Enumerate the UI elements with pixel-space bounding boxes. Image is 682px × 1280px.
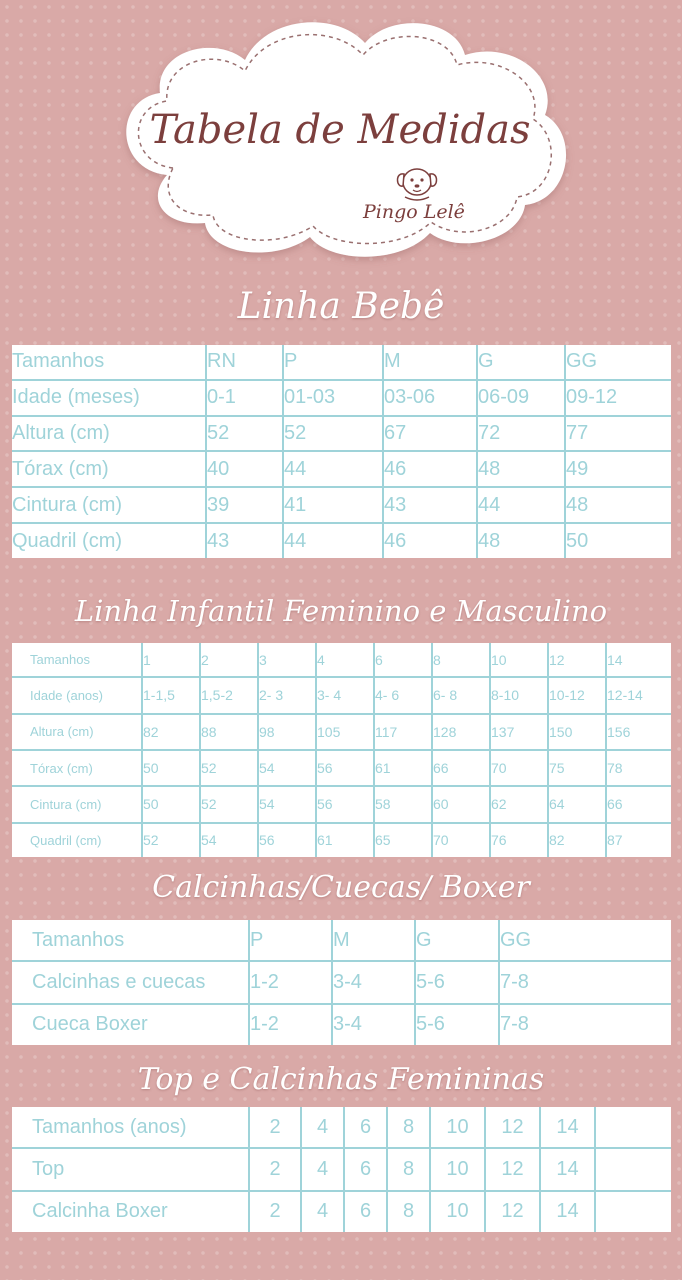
- section-title-calcinhas-cuecas: Calcinhas/Cuecas/ Boxer: [152, 870, 530, 905]
- table-cell: 54: [200, 823, 258, 857]
- row-label-cell: Quadril (cm): [12, 823, 142, 857]
- table-cell: 8-10: [490, 677, 548, 713]
- table-cell: GG: [565, 345, 671, 380]
- table-cell: 40: [206, 451, 283, 487]
- table-cell: 82: [142, 714, 200, 750]
- table-cell: GG: [499, 920, 671, 961]
- table-cell: 52: [200, 786, 258, 822]
- table-cell: 82: [548, 823, 606, 857]
- table-cell: 46: [383, 523, 477, 558]
- brand-name: Pingo Lelê: [363, 201, 465, 223]
- table-cell: 58: [374, 786, 432, 822]
- table-cell: 4: [301, 1107, 344, 1148]
- table-row: [12, 750, 671, 786]
- table-cell: 62: [490, 786, 548, 822]
- table-row: [12, 416, 671, 452]
- table-cell: 65: [374, 823, 432, 857]
- table-header-row: [12, 643, 671, 677]
- table-row: [12, 487, 671, 523]
- table-cell: 4: [316, 643, 374, 677]
- table-linha-bebe: [12, 345, 671, 558]
- table-cell: [595, 1148, 671, 1191]
- table-cell: 156: [606, 714, 671, 750]
- table-cell: 75: [548, 750, 606, 786]
- table-cell: 52: [200, 750, 258, 786]
- table-cell: 5-6: [415, 1004, 499, 1045]
- table-cell: 6: [374, 643, 432, 677]
- table-cell: 76: [490, 823, 548, 857]
- table-cell: 3-4: [332, 1004, 415, 1045]
- table-cell: 52: [206, 416, 283, 452]
- table-cell: 56: [258, 823, 316, 857]
- row-label-cell: Tamanhos: [12, 345, 206, 380]
- table-cell: 7-8: [499, 961, 671, 1004]
- table-header-row: [12, 920, 671, 961]
- table-cell: 44: [283, 451, 383, 487]
- table-cell: 2: [249, 1191, 301, 1232]
- table-cell: 77: [565, 416, 671, 452]
- table-calcinhas-cuecas: [12, 920, 671, 1045]
- table-cell: 87: [607, 832, 623, 849]
- table-cell: 4- 6: [374, 677, 432, 713]
- table-cell: 8: [387, 1191, 430, 1232]
- table-cell: 78: [606, 750, 671, 786]
- table-cell: P: [249, 920, 332, 961]
- row-label-cell: Altura (cm): [12, 416, 206, 452]
- table-cell: 137: [490, 714, 548, 750]
- table-row: [12, 714, 671, 750]
- table-cell: 44: [283, 523, 383, 558]
- table-cell: 50: [142, 786, 200, 822]
- table-cell: 6: [344, 1148, 387, 1191]
- table-cell: 4: [301, 1148, 344, 1191]
- row-label-cell: Cueca Boxer: [12, 1004, 249, 1045]
- row-label-cell: Calcinhas e cuecas: [12, 961, 249, 1004]
- table-cell: 09-12: [565, 380, 671, 416]
- table-cell: 61: [374, 750, 432, 786]
- table-cell: 50: [566, 529, 589, 552]
- row-label-cell: Cintura (cm): [12, 487, 206, 523]
- table-cell: G: [477, 345, 565, 380]
- header-cloud: [105, 5, 575, 270]
- table-cell: 48: [477, 451, 565, 487]
- row-label-cell: Tórax (cm): [12, 750, 142, 786]
- row-label-cell: Top: [12, 1148, 249, 1191]
- table-cell: 01-03: [283, 380, 383, 416]
- table-cell: 44: [477, 487, 565, 523]
- table-cell: 1-2: [249, 1004, 332, 1045]
- table-cell: 5-6: [415, 961, 499, 1004]
- table-cell: 39: [206, 487, 283, 523]
- table-cell: 67: [383, 416, 477, 452]
- table-cell: 3-4: [332, 961, 415, 1004]
- table-cell: 12-14: [606, 677, 671, 713]
- table-cell: 3: [258, 643, 316, 677]
- table-row: [12, 677, 671, 713]
- table-cell: 2- 3: [258, 677, 316, 713]
- table-cell: 1,5-2: [200, 677, 258, 713]
- row-label-cell: Tamanhos: [12, 643, 142, 677]
- table-cell: 10: [490, 643, 548, 677]
- table-cell: 6: [344, 1191, 387, 1232]
- table-row: [12, 523, 671, 558]
- table-cell: 10-12: [548, 677, 606, 713]
- table-cell: 50: [142, 750, 200, 786]
- table-cell: 2: [249, 1148, 301, 1191]
- table-row: [12, 451, 671, 487]
- page-title: Tabela de Medidas: [149, 107, 531, 153]
- table-row: [12, 1148, 671, 1191]
- table-cell: 14: [606, 643, 671, 677]
- table-cell: 6- 8: [432, 677, 490, 713]
- table-cell: 48: [565, 487, 671, 523]
- table-cell: 43: [206, 523, 283, 558]
- table-cell: 7-8: [500, 1013, 529, 1036]
- table-cell: 12: [485, 1191, 540, 1232]
- table-cell: 98: [258, 714, 316, 750]
- table-cell: 43: [383, 487, 477, 523]
- table-header-row: [12, 345, 671, 380]
- table-cell: 105: [316, 714, 374, 750]
- table-cell: 2: [200, 643, 258, 677]
- table-cell: 70: [432, 823, 490, 857]
- table-cell: 14: [540, 1107, 595, 1148]
- row-label-cell: Quadril (cm): [12, 523, 206, 558]
- table-cell: 66: [606, 786, 671, 822]
- table-cell: 10: [430, 1107, 485, 1148]
- table-cell: 60: [432, 786, 490, 822]
- table-cell: 70: [490, 750, 548, 786]
- table-row: [12, 823, 671, 857]
- table-cell: [595, 1191, 671, 1232]
- table-cell: 10: [430, 1148, 485, 1191]
- table-cell: 2: [249, 1107, 301, 1148]
- table-cell: 41: [283, 487, 383, 523]
- table-cell: 88: [200, 714, 258, 750]
- table-cell: 66: [432, 750, 490, 786]
- row-label-cell: Tamanhos: [12, 920, 249, 961]
- table-cell: 54: [258, 786, 316, 822]
- row-label-cell: Idade (meses): [12, 380, 206, 416]
- table-cell: 117: [374, 714, 432, 750]
- table-cell: 128: [432, 714, 490, 750]
- table-cell: 52: [142, 823, 200, 857]
- table-cell: 10: [430, 1191, 485, 1232]
- table-cell: 1-1,5: [142, 677, 200, 713]
- table-cell: M: [383, 345, 477, 380]
- table-cell: 56: [316, 786, 374, 822]
- table-header-row: [12, 1107, 671, 1148]
- section-title-linha-infantil: Linha Infantil Feminino e Masculino: [74, 594, 608, 628]
- table-cell: 12: [485, 1107, 540, 1148]
- table-cell: 49: [565, 451, 671, 487]
- table-cell: M: [332, 920, 415, 961]
- table-cell: 8: [387, 1107, 430, 1148]
- table-row: [12, 380, 671, 416]
- row-label-cell: Idade (anos): [12, 677, 142, 713]
- table-cell: 03-06: [383, 380, 477, 416]
- section-title-linha-bebe: Linha Bebê: [237, 286, 445, 327]
- table-cell: 0-1: [206, 380, 283, 416]
- table-cell: 14: [540, 1191, 595, 1232]
- table-cell: 1-2: [249, 961, 332, 1004]
- table-row: [12, 1004, 671, 1045]
- table-cell: RN: [206, 345, 283, 380]
- table-cell: 46: [383, 451, 477, 487]
- table-cell: 52: [283, 416, 383, 452]
- table-cell: 54: [258, 750, 316, 786]
- table-cell: P: [283, 345, 383, 380]
- row-label-cell: Cintura (cm): [12, 786, 142, 822]
- table-cell: 1: [142, 643, 200, 677]
- table-cell: 12: [548, 643, 606, 677]
- table-cell: 4: [301, 1191, 344, 1232]
- table-cell: 56: [316, 750, 374, 786]
- row-label-cell: Tórax (cm): [12, 451, 206, 487]
- table-top-calcinhas: [12, 1107, 671, 1232]
- table-cell: 150: [548, 714, 606, 750]
- table-row: [12, 786, 671, 822]
- row-label-cell: Calcinha Boxer: [12, 1191, 249, 1232]
- table-cell: 3- 4: [316, 677, 374, 713]
- table-cell: 06-09: [477, 380, 565, 416]
- table-cell: 61: [316, 823, 374, 857]
- table-cell: 72: [477, 416, 565, 452]
- row-label-cell: Tamanhos (anos): [12, 1107, 249, 1148]
- table-cell: 8: [432, 643, 490, 677]
- table-linha-infantil: [12, 643, 671, 857]
- table-cell: 6: [344, 1107, 387, 1148]
- row-label-cell: Altura (cm): [12, 714, 142, 750]
- section-title-top-calcinhas: Top e Calcinhas Femininas: [137, 1062, 545, 1097]
- table-row: [12, 1191, 671, 1232]
- table-row: [12, 961, 671, 1004]
- table-cell: [595, 1107, 671, 1148]
- table-cell: G: [415, 920, 499, 961]
- table-cell: 14: [540, 1148, 595, 1191]
- table-cell: 12: [485, 1148, 540, 1191]
- table-cell: 8: [387, 1148, 430, 1191]
- table-cell: 48: [477, 523, 565, 558]
- table-cell: 64: [548, 786, 606, 822]
